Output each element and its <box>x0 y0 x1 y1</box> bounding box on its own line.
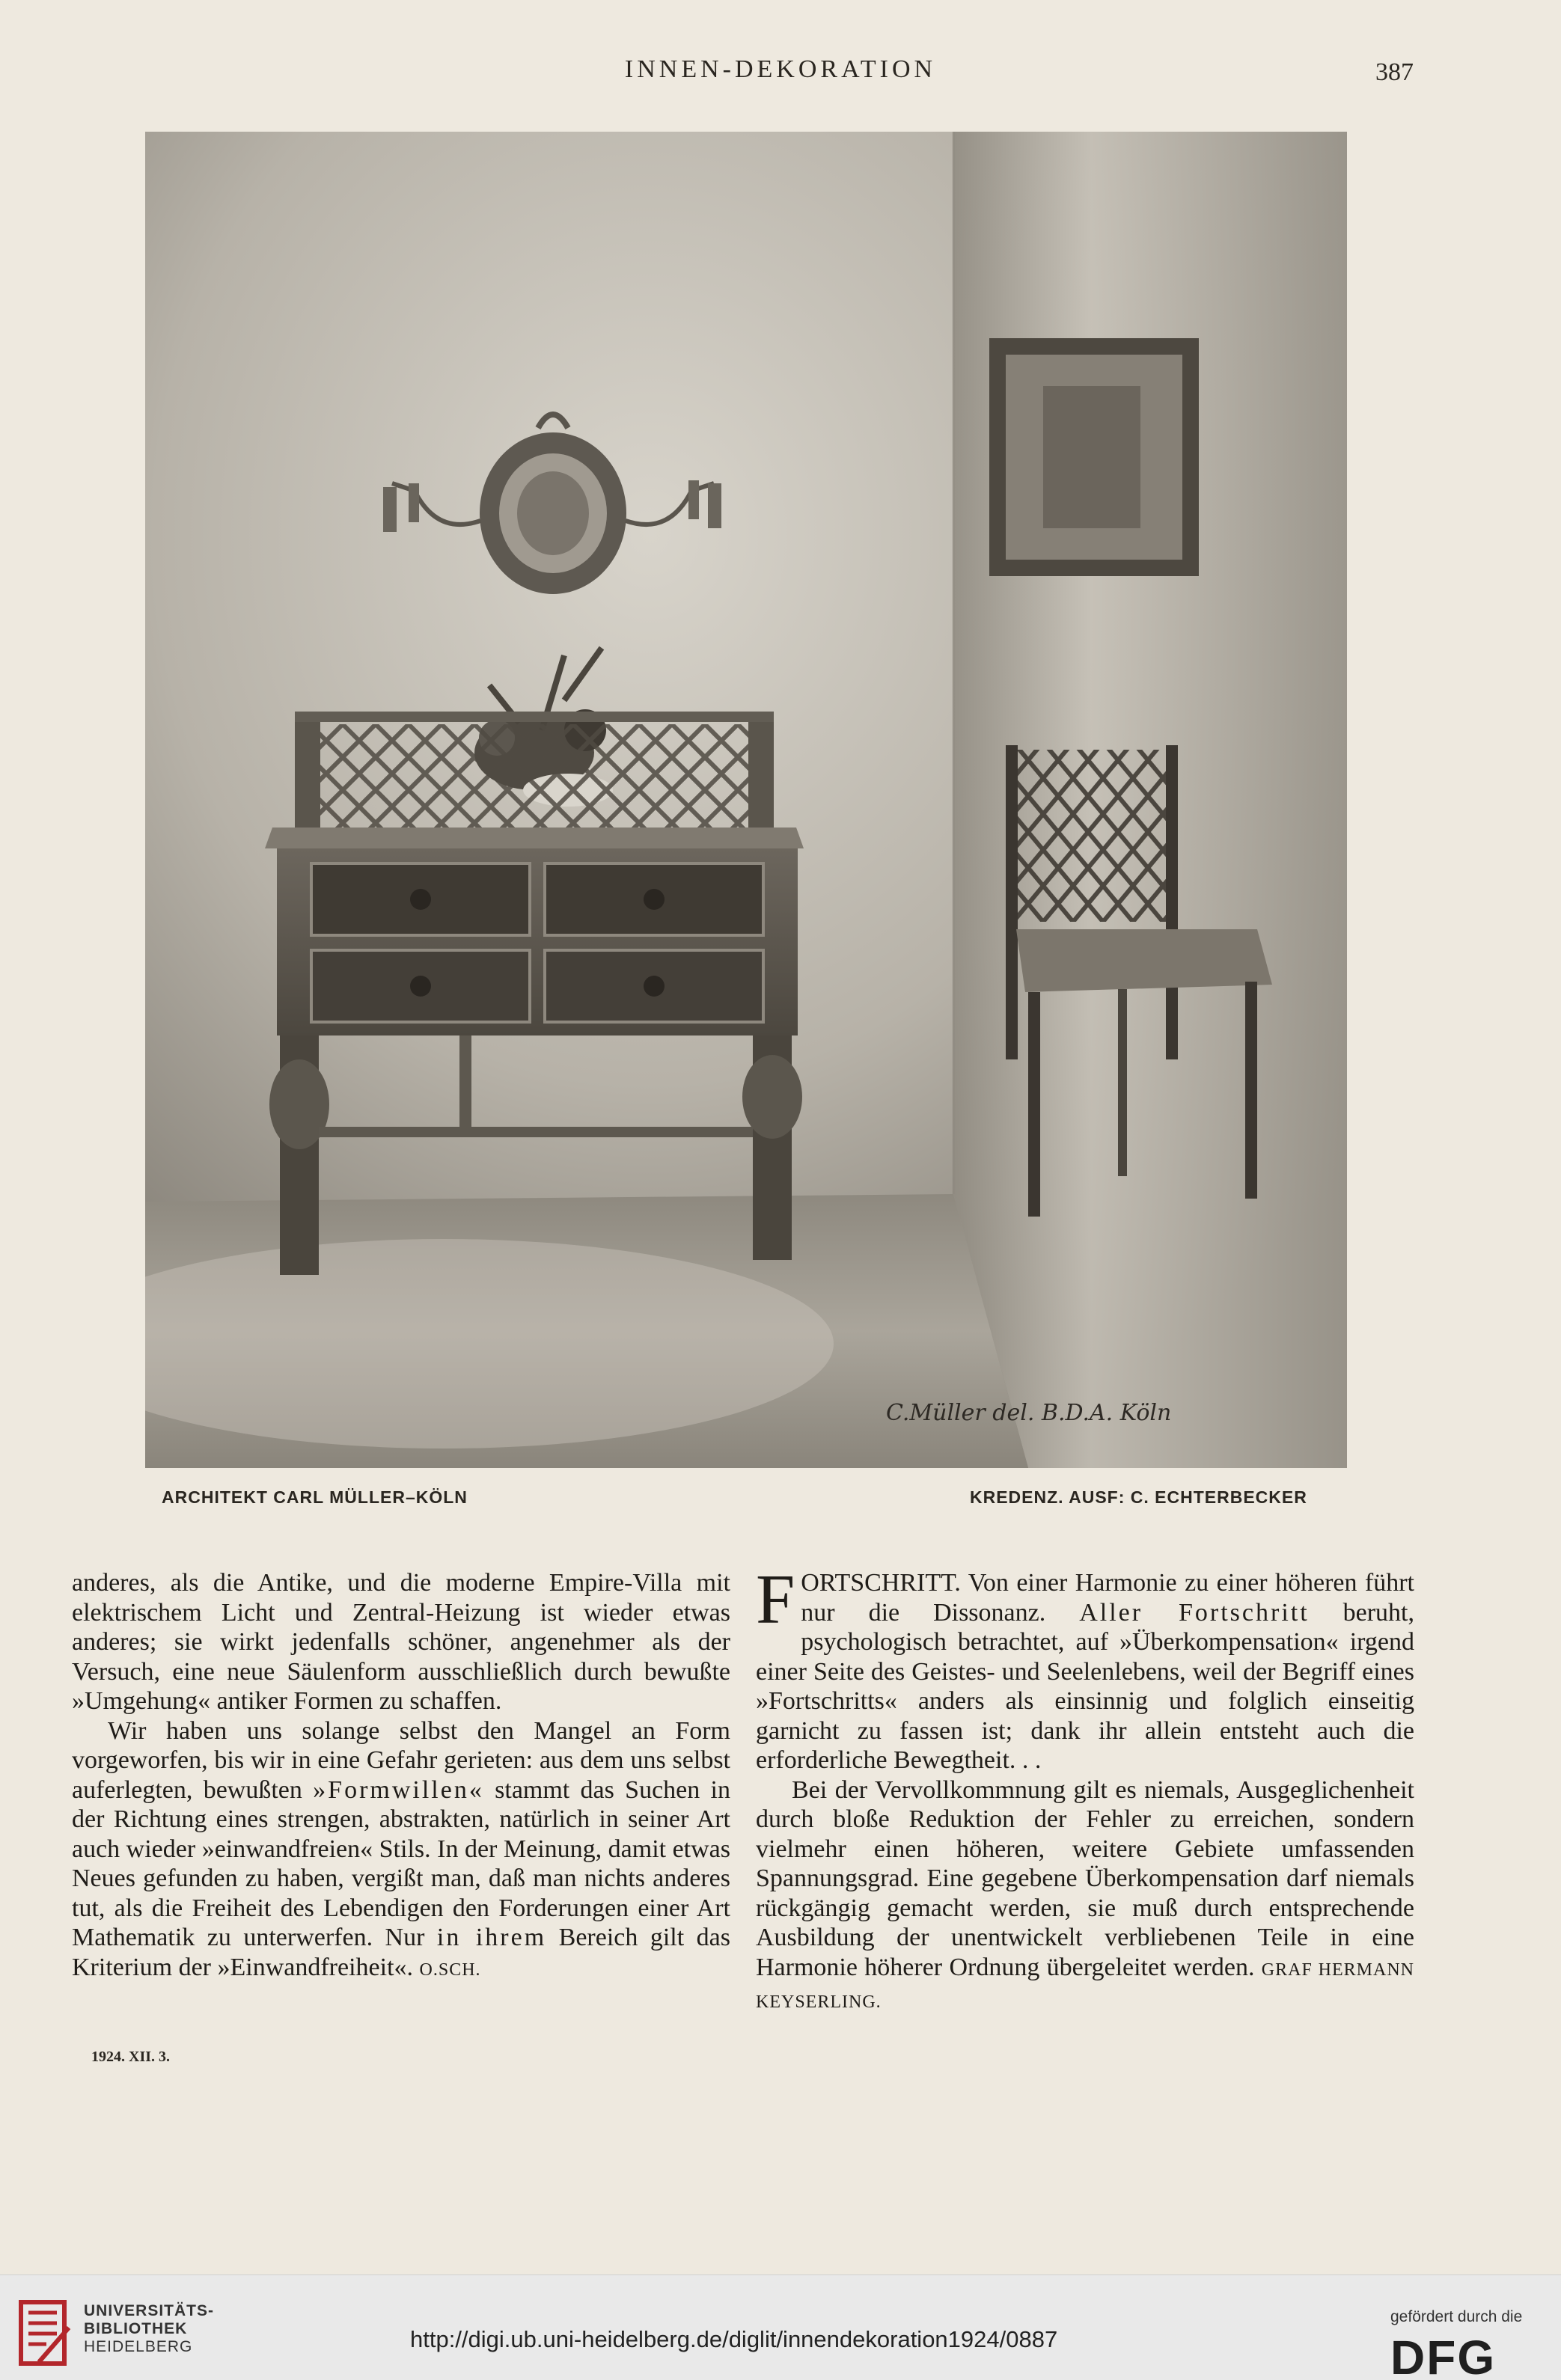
text-column-left <box>72 1568 730 1985</box>
illustration-plate <box>145 132 1347 1468</box>
section-title: ORTSCHRITT. <box>801 1569 961 1597</box>
text-run: Wir haben uns solange selbst den Mangel an Form vorgeworfen, bis wir in eine Gefahr gerieten: aus dem uns selbst auferlegten, bewußten <box>72 1716 730 1804</box>
library-name-line: HEIDELBERG <box>84 2338 193 2355</box>
emphasis-text: in ihrem <box>436 1924 547 1951</box>
dfg-logo[interactable] <box>1390 2332 1540 2380</box>
library-name <box>84 2302 214 2356</box>
author-signature: GRAF HERMANN KEYSERLING. <box>756 1960 1414 2012</box>
paragraph: anderes, als die Antike, und die moderne Empire-Villa mit elektrischem Licht und Zentral-Heizung ist wieder etwas anderes; sie wirkt jedenfalls schöner, angenehmer als der Versuch, eine neue Säulenform ausschließlich durch bewußte »Umgehung« antiker Formen zu schaffen. <box>72 1569 730 1715</box>
author-signature: O.SCH. <box>419 1960 481 1980</box>
page-number: 387 <box>1375 58 1414 86</box>
university-library-logo[interactable] <box>16 2298 76 2370</box>
paragraph <box>72 1716 730 1986</box>
emphasis-text: »Formwillen« <box>313 1775 484 1804</box>
running-title: INNEN-DEKORATION <box>624 55 937 83</box>
paragraph <box>756 1775 1414 2018</box>
emphasis-text: Aller Fortschritt <box>1079 1598 1310 1627</box>
page-url-link[interactable]: http://digi.ub.uni-heidelberg.de/diglit/innendekoration1924/0887 <box>410 2326 1058 2352</box>
caption-execution: KREDENZ. AUSF: C. ECHTERBECKER <box>970 1487 1307 1507</box>
sideboard-drawing <box>145 132 1347 1468</box>
text-run: stammt das Suchen in der Richtung eines strengen, abstrakten, natürlich in seiner Art auch wieder »einwandfreien« Stils. In der Meinung, damit etwas Neues gefunden zu haben, vergißt man, daß man nichts anderes tut, als die Freiheit des Lebendigen den Forderungen einer Art Mathematik zu unterwerfen. Nur <box>72 1775 730 1951</box>
text-run: Bereich gilt das Kriterium der »Einwandfreiheit«. <box>72 1924 730 1981</box>
text-run: Bei der Vervollkommnung gilt es niemals, Ausgeglichenheit durch bloße Reduktion der Fehler zu erreichen, sondern vielmehr einen höheren, weitere Gebiete umfassenden Spannungsgrad. Eine gegebene Überkompensation darf niemals rückgängig gemacht werden, sie muß durch entsprechende Ausbildung der unentwickelt verbliebenen Teile in eine Harmonie höherer Ordnung übergeleitet werden. <box>756 1775 1414 1981</box>
library-name-line: UNIVERSITÄTS- <box>84 2302 215 2319</box>
text-run: beruht, psychologisch betrachtet, auf »Überkompensation« irgend einer Seite des Geistes- und Seelenlebens, weil der Begriff eines »Fortschritts« anders als einsinnig und folglich einseitig garnicht zu fassen ist; dank ihr allein entsteht auch die erforderliche Bewegtheit. . . <box>756 1598 1414 1774</box>
text-column-right <box>756 1561 1414 2018</box>
artist-signature: C.Müller del. B.D.A. Köln <box>886 1400 1172 1426</box>
text-run: Von einer Harmonie zu einer höheren führt nur die Dissonanz. <box>801 1569 1414 1627</box>
issue-mark: 1924. XII. 3. <box>91 2049 171 2065</box>
dfg-logo-text: DFG <box>1390 2332 1497 2380</box>
framed-picture <box>989 338 1199 576</box>
funding-note: gefördert durch die <box>1390 2308 1523 2325</box>
paragraph <box>756 1561 1414 1775</box>
viewer-bar <box>0 2275 1561 2380</box>
drop-cap: F <box>756 1561 795 1639</box>
caption-architect: ARCHITEKT CARL MÜLLER–KÖLN <box>162 1487 468 1507</box>
library-name-line: BIBLIOTHEK <box>84 2320 188 2337</box>
